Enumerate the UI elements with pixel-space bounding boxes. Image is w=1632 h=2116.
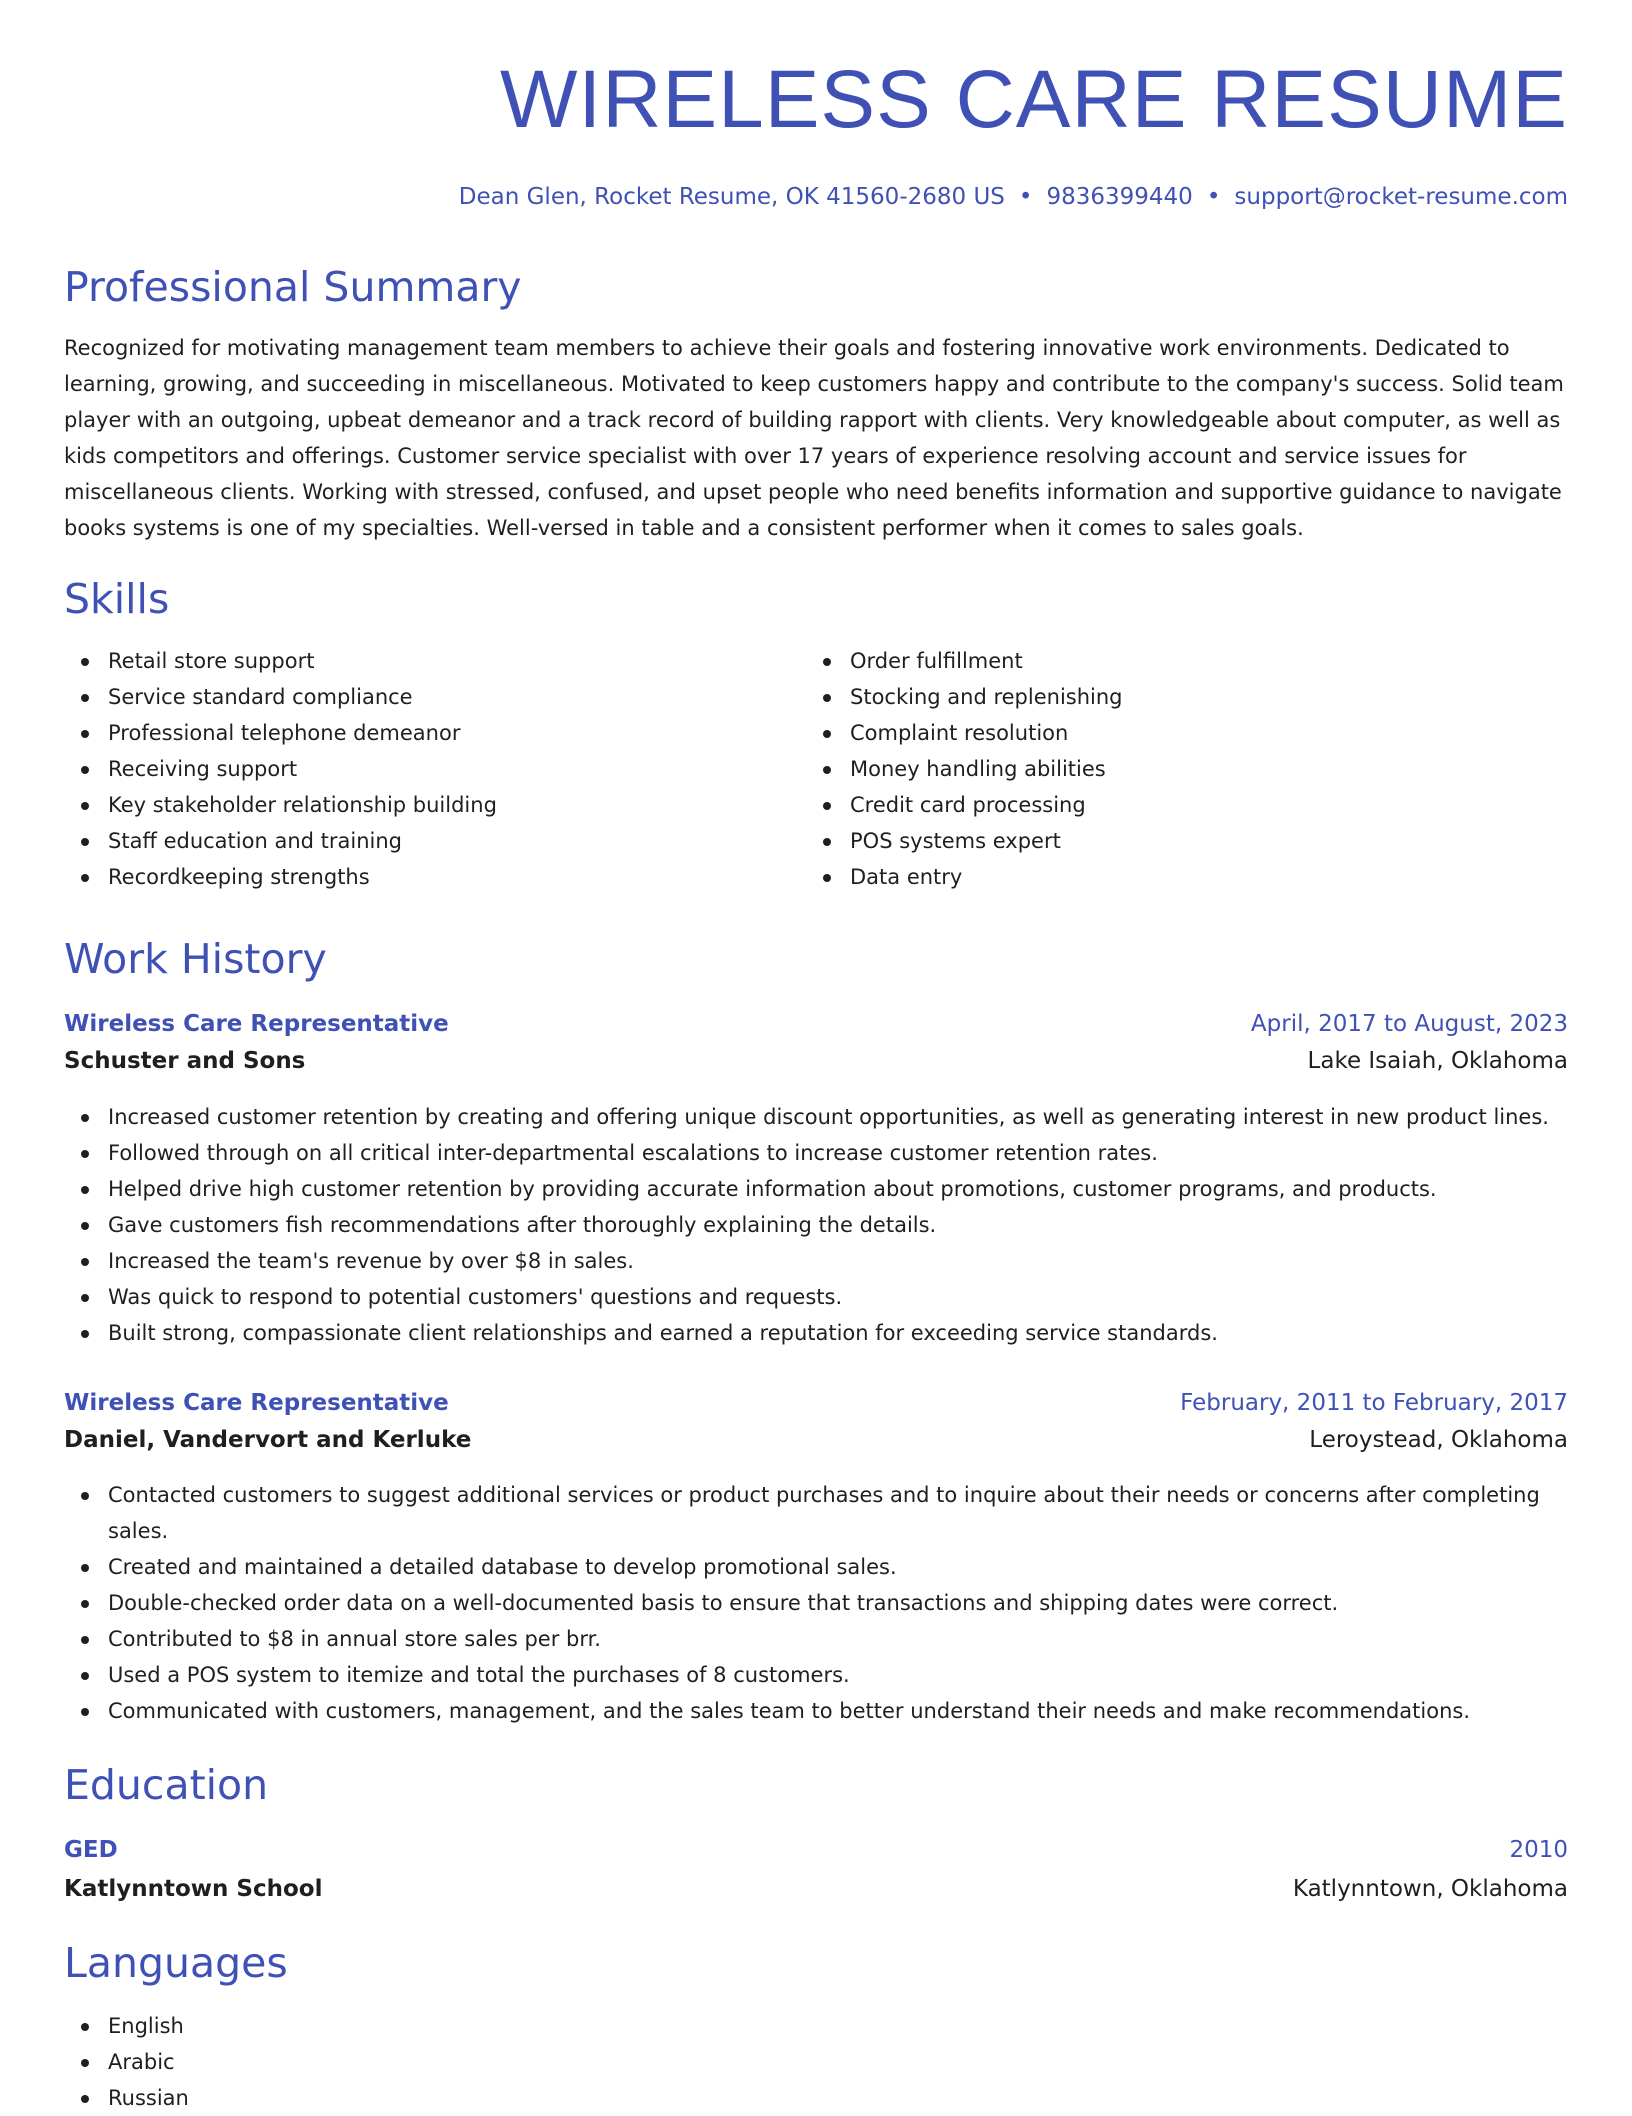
job-bullet: Contributed to $8 in annual store sales per brr. xyxy=(64,1621,1568,1657)
skill-item: Retail store support xyxy=(64,643,804,679)
job-subheader xyxy=(64,1044,1568,1078)
summary-heading: Professional Summary xyxy=(64,263,522,311)
job-bullet: Communicated with customers, management, and the sales team to better understand their needs and make recommendations. xyxy=(64,1693,1568,1729)
skill-item: Staff education and training xyxy=(64,823,804,859)
skill-item: Service standard compliance xyxy=(64,679,804,715)
job-header xyxy=(64,1386,1568,1420)
skill-item: Money handling abilities xyxy=(806,751,1546,787)
skills-list-right xyxy=(806,643,1546,895)
languages-heading: Languages xyxy=(64,1939,288,1987)
contact-separator: • xyxy=(1206,184,1221,210)
education-heading: Education xyxy=(64,1761,269,1809)
resume-title: WIRELESS CARE RESUME xyxy=(500,54,1568,145)
education-degree: GED xyxy=(64,1837,118,1863)
job-location: Leroystead, Oklahoma xyxy=(1309,1427,1568,1453)
job-bullet: Gave customers fish recommendations after thoroughly explaining the details. xyxy=(64,1207,1568,1243)
education-subheader xyxy=(64,1872,1568,1906)
job-bullets xyxy=(64,1099,1568,1351)
job-bullets xyxy=(64,1477,1568,1729)
skill-item: Recordkeeping strengths xyxy=(64,859,804,895)
job-bullet: Double-checked order data on a well-documented basis to ensure that transactions and shipping dates were correct. xyxy=(64,1585,1568,1621)
job-bullet: Used a POS system to itemize and total the purchases of 8 customers. xyxy=(64,1657,1568,1693)
job-dates: February, 2011 to February, 2017 xyxy=(1180,1390,1568,1416)
skill-item: Order fulfillment xyxy=(806,643,1546,679)
job-header xyxy=(64,1007,1568,1041)
job-title: Wireless Care Representative xyxy=(64,1390,449,1416)
skills-list-left xyxy=(64,643,804,895)
job-bullet: Built strong, compassionate client relationships and earned a reputation for exceeding service standards. xyxy=(64,1315,1568,1351)
job-bullet: Increased the team's revenue by over $8 in sales. xyxy=(64,1243,1568,1279)
job-bullet: Was quick to respond to potential customers' questions and requests. xyxy=(64,1279,1568,1315)
skill-item: Receiving support xyxy=(64,751,804,787)
language-item: Arabic xyxy=(64,2044,804,2080)
job-company: Schuster and Sons xyxy=(64,1048,306,1074)
job-bullet: Created and maintained a detailed database to develop promotional sales. xyxy=(64,1549,1568,1585)
work-heading: Work History xyxy=(64,935,327,983)
language-item: English xyxy=(64,2008,804,2044)
skill-item: Stocking and replenishing xyxy=(806,679,1546,715)
skills-heading: Skills xyxy=(64,575,170,623)
skill-item: Key stakeholder relationship building xyxy=(64,787,804,823)
education-school: Katlynntown School xyxy=(64,1876,323,1902)
skill-item: Complaint resolution xyxy=(806,715,1546,751)
contact-address: Dean Glen, Rocket Resume, OK 41560-2680 US xyxy=(458,184,1005,210)
skill-item: Data entry xyxy=(806,859,1546,895)
summary-text: Recognized for motivating management team members to achieve their goals and fostering innovative work environments. Dedicated to learning, growing, and succeeding in miscellaneous. Motivated to keep customers happy and contribute to the company's success. Solid team player with an outgoing, upbeat demeanor and a track record of building rapport with clients. Very knowledgeable about computer, as well as kids competitors and offerings. Customer service specialist with over 17 years of experience resolving account and service issues for miscellaneous clients. Working with stressed, confused, and upset people who need benefits information and supportive guidance to navigate books systems is one of my specialties. Well-versed in table and a consistent performer when it comes to sales goals. xyxy=(64,336,1564,540)
contact-separator: • xyxy=(1018,184,1033,210)
skill-item: POS systems expert xyxy=(806,823,1546,859)
job-bullet: Followed through on all critical inter-departmental escalations to increase customer retention rates. xyxy=(64,1135,1568,1171)
education-location: Katlynntown, Oklahoma xyxy=(1292,1876,1568,1902)
job-dates: April, 2017 to August, 2023 xyxy=(1250,1011,1568,1037)
job-location: Lake Isaiah, Oklahoma xyxy=(1307,1048,1568,1074)
contact-email[interactable]: support@rocket-resume.com xyxy=(1234,184,1568,210)
language-item: Russian xyxy=(64,2080,804,2116)
job-bullet: Increased customer retention by creating and offering unique discount opportunities, as well as generating interest in new product lines. xyxy=(64,1099,1568,1135)
skill-item: Credit card processing xyxy=(806,787,1546,823)
education-year: 2010 xyxy=(1509,1837,1568,1863)
job-bullet: Helped drive high customer retention by providing accurate information about promotions, customer programs, and products. xyxy=(64,1171,1568,1207)
skill-item: Professional telephone demeanor xyxy=(64,715,804,751)
job-title: Wireless Care Representative xyxy=(64,1011,449,1037)
job-subheader xyxy=(64,1423,1568,1457)
contact-phone: 9836399440 xyxy=(1046,184,1193,210)
job-company: Daniel, Vandervort and Kerluke xyxy=(64,1427,472,1453)
education-header xyxy=(64,1833,1568,1867)
contact-line xyxy=(459,182,1568,212)
languages-list xyxy=(64,2008,804,2116)
job-bullet: Contacted customers to suggest additional services or product purchases and to inquire about their needs or concerns after completing sales. xyxy=(64,1477,1568,1549)
